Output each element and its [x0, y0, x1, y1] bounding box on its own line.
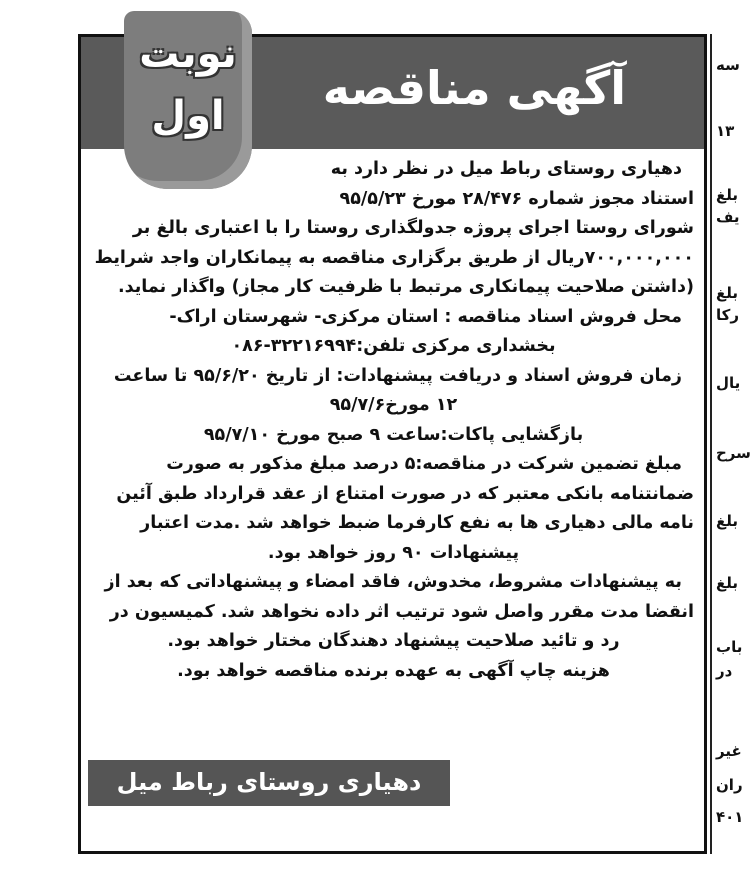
- side-fragment: یف: [716, 208, 740, 226]
- side-fragment: سه: [716, 56, 740, 74]
- side-fragment: یال: [716, 374, 741, 392]
- signature-bar: دهیاری روستای رباط میل: [88, 760, 450, 806]
- notice-title: آگهی مناقصه: [322, 61, 626, 115]
- body-line: پیشنهادات ۹۰ روز خواهد بود.: [267, 542, 520, 563]
- body-line: استناد مجوز شماره ۲۸/۴۷۶ مورخ ۹۵/۵/۲۳: [339, 188, 694, 209]
- tender-notice: [78, 31, 707, 854]
- side-fragment: بلغ: [716, 186, 739, 204]
- side-fragment: باب: [716, 638, 743, 656]
- adjacent-column-fragment: [710, 34, 751, 854]
- side-fragment: سرح: [716, 444, 751, 462]
- body-line: محل فروش اسناد مناقصه : استان مرکزی- شهرستان اراک-: [169, 306, 682, 327]
- side-fragment: بلغ: [716, 574, 739, 592]
- body-line: زمان فروش اسناد و دریافت پیشنهادات: از تاریخ ۹۵/۶/۲۰ تا ساعت: [113, 365, 682, 386]
- side-fragment: بلغ: [716, 512, 739, 530]
- body-line: ضمانتنامه بانکی معتبر که در صورت امتناع از عقد قرارداد طبق آئین: [116, 483, 694, 504]
- side-fragment: رکا: [716, 306, 739, 324]
- side-fragment: ۱۳: [716, 122, 735, 140]
- body-line: ۱۲ مورخ۹۵/۷/۶: [329, 395, 458, 415]
- body-line: به پیشنهادات مشروط، مخدوش، فاقد امضاء و پیشنهاداتی که بعد از: [104, 572, 682, 592]
- side-fragment: ران: [716, 776, 743, 794]
- body-line: هزینه چاپ آگهی به عهده برنده مناقصه خواهد بود.: [177, 660, 610, 681]
- tag-word-first: اول: [151, 93, 225, 139]
- body-line: نامه مالی دهیاری ها به نفع کارفرما ضبط خواهد شد .مدت اعتبار: [140, 513, 694, 533]
- notice-body: [93, 155, 694, 686]
- body-line: بخشداری مرکزی تلفن:۳۲۲۱۶۹۹۴-۰۸۶: [231, 336, 556, 356]
- body-line: ۷۰۰,۰۰۰,۰۰۰ریال از طریق برگزاری مناقصه به پیمانکاران واجد شرایط: [94, 247, 694, 268]
- side-fragment: بلغ: [716, 284, 739, 302]
- body-line: دهیاری روستای رباط میل در نظر دارد به: [330, 159, 682, 179]
- body-line: رد و تائید صلاحیت پیشنهاد دهندگان مختار خواهد بود.: [167, 631, 620, 651]
- body-line: انقضا مدت مقرر واصل شود ترتیب اثر داده نخواهد شد. کمیسیون در: [109, 601, 694, 622]
- side-fragment: ۴۰۱: [716, 808, 744, 826]
- body-line: مبلغ تضمین شرکت در مناقصه:۵ درصد مبلغ مذکور به صورت: [166, 454, 682, 474]
- body-line: بازگشایی پاکات:ساعت ۹ صبح مورخ ۹۵/۷/۱۰: [203, 424, 584, 445]
- body-line: شورای روستا اجرای پروژه جدولگذاری روستا را با اعتباری بالغ بر: [132, 218, 694, 238]
- side-fragment: در: [716, 662, 733, 680]
- body-line: (داشتن صلاحیت پیمانکاری مرتبط با ظرفیت کار مجاز) واگذار نماید.: [117, 277, 694, 297]
- tag-word-round: نوبت: [139, 31, 237, 77]
- side-fragment: غیر: [716, 742, 742, 760]
